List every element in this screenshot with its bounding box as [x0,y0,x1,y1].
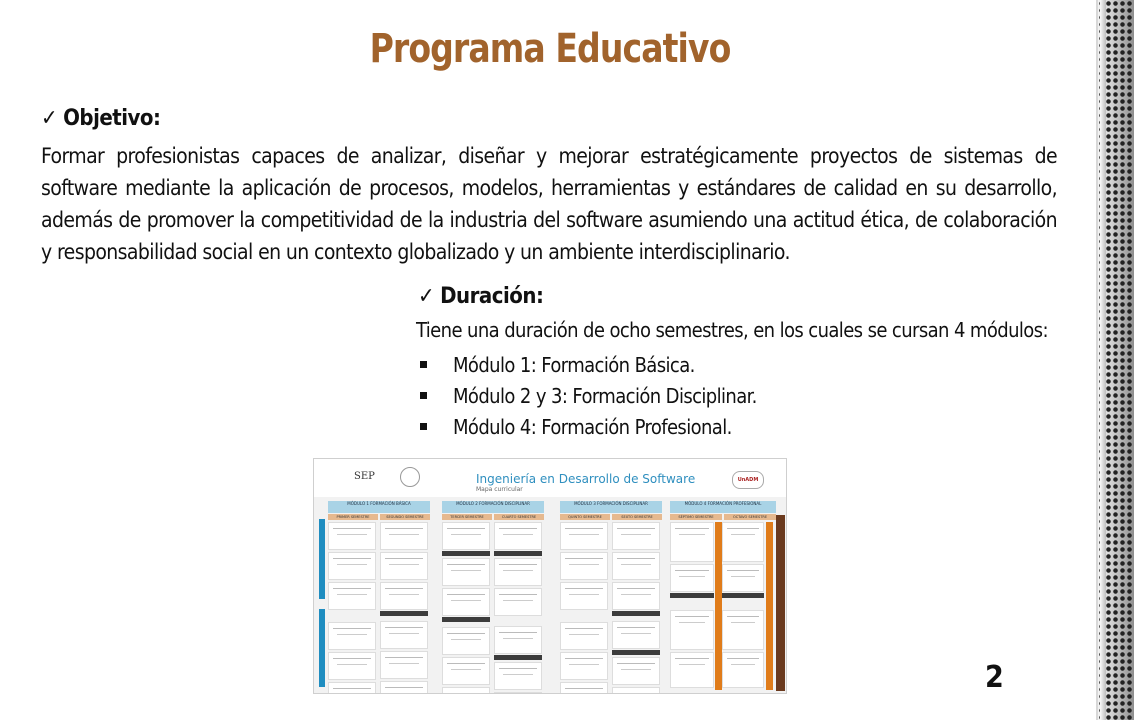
block-bar [319,519,325,599]
semester-column [494,522,542,694]
semester-header: OCTAVO SEMESTRE [724,514,776,520]
module-3 [560,501,662,691]
unadm-logo: UnADM [732,471,764,489]
semester-header: PRIMER SEMESTRE [328,514,378,520]
semester-header: TERCER SEMESTRE [442,514,492,520]
bullet-square-icon [420,392,427,399]
bullet-square-icon [420,361,427,368]
objetivo-paragraph: Formar profesionistas capaces de analizar, diseñar y mejorar estratégicamente proyectos de sistemas de software mediante la aplicación de procesos, modelos, herramientas y estándares de calidad en su desarrollo, además de promover la competitividad de la industria del software asumiendo una actitud ética, de colaboración y responsabilidad social en un contexto globalizado y un ambiente interdisciplinario. [41,144,1057,264]
map-title: Ingeniería en Desarrollo de Software [476,472,696,486]
duracion-heading [418,284,543,309]
seal-icon [400,467,420,487]
checkmark-icon: ✓ [41,106,58,131]
semester-column [328,522,376,694]
semester-column [560,522,608,694]
semester-header: CUARTO SEMESTRE [494,514,544,520]
bullet-square-icon [420,423,427,430]
decorative-side-strip [1096,0,1134,720]
module-4-bar [715,522,722,690]
duracion-text: Tiene una duración de ocho semestres, en los cuales se cursan 4 módulos: [416,318,1048,342]
semester-column [612,522,660,694]
list-item: Módulo 2 y 3: Formación Disciplinar. [418,381,757,412]
module-header: MÓDULO 1 FORMACIÓN BÁSICA [328,501,430,513]
semester-column [442,522,490,694]
module-1 [328,501,430,691]
sep-logo: SEP [354,471,375,482]
semester-column [380,522,428,694]
block-bar [319,609,325,687]
module-header: MÓDULO 3 FORMACIÓN DISCIPLINAR [560,501,662,513]
semester-column [722,522,764,690]
objetivo-label: Objetivo: [63,106,161,131]
semester-header: SÉPTIMO SEMESTRE [670,514,722,520]
duracion-label: Duración: [440,284,544,309]
objetivo-heading [41,106,160,131]
semester-header: QUINTO SEMESTRE [560,514,610,520]
map-subtitle: Mapa curricular [476,486,523,493]
list-item: Módulo 4: Formación Profesional. [418,412,757,443]
page-number: 2 [985,660,1004,695]
module-4-bar [766,522,773,690]
side-bar [776,515,785,691]
semester-header: SEGUNDO SEMESTRE [380,514,430,520]
module-4 [670,501,776,691]
map-header [314,459,786,497]
module-list [418,350,757,443]
module-header: MÓDULO 4 FORMACIÓN PROFESIONAL [670,501,776,513]
slide-title: Programa Educativo [369,26,731,72]
semester-header: SEXTO SEMESTRE [612,514,662,520]
checkmark-icon: ✓ [418,284,435,309]
list-item: Módulo 1: Formación Básica. [418,350,757,381]
semester-column [670,522,714,690]
module-2 [442,501,544,691]
curriculum-map-image [313,458,787,694]
module-header: MÓDULO 2 FORMACIÓN DISCIPLINAR [442,501,544,513]
